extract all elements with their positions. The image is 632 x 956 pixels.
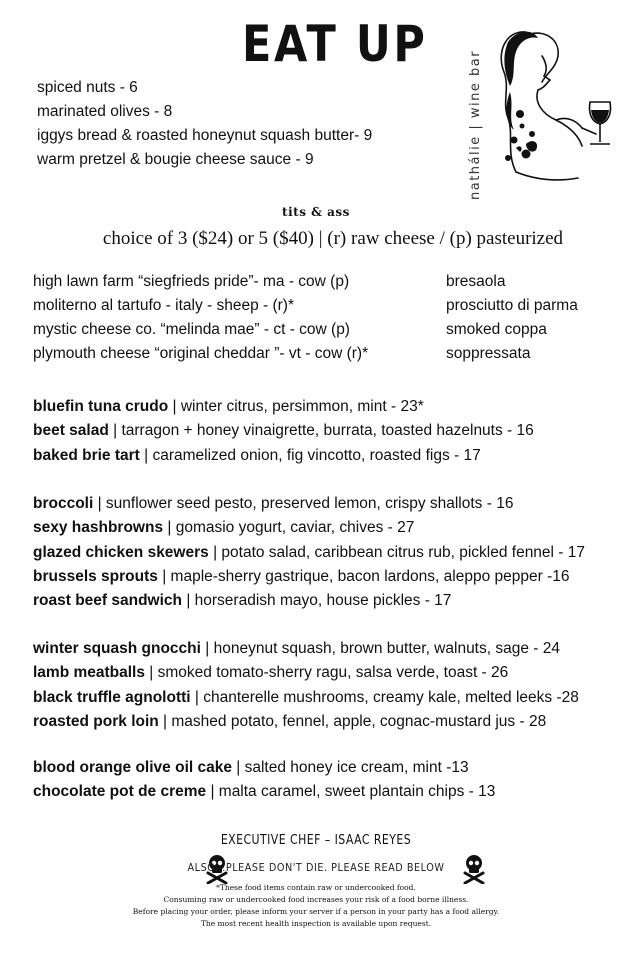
list-item: smoked coppa — [446, 321, 547, 338]
list-item: iggys bread & roasted honeynut squash butter- 9 — [37, 127, 373, 144]
board-subtitle: choice of 3 ($24) or 5 ($40) | (r) raw cheese / (p) pasteurized — [102, 228, 564, 249]
dish-name: lamb meatballs — [33, 664, 145, 682]
dish-name: roast beef sandwich — [33, 592, 183, 610]
list-item: warm pretzel & bougie cheese sauce - 9 — [37, 151, 314, 168]
dish-name: black truffle agnolotti — [33, 688, 191, 706]
menu-item — [33, 516, 585, 540]
skull-crossbones-icon — [462, 854, 486, 884]
woman-with-wine-logo — [486, 22, 616, 197]
dish-desc: | tarragon + honey vinaigrette, burrata, toasted hazelnuts - 16 — [108, 422, 534, 440]
dish-name: baked brie tart — [33, 446, 140, 464]
menu-item — [33, 419, 534, 443]
dish-name: brussels sprouts — [33, 567, 158, 585]
dish-name: glazed chicken skewers — [33, 543, 209, 561]
menu-item — [33, 589, 585, 613]
list-item: soppressata — [446, 345, 531, 362]
chef-credit: EXECUTIVE CHEF – ISAAC REYES — [220, 832, 412, 848]
dish-name: sexy hashbrowns — [33, 519, 164, 537]
dish-name: bluefin tuna crudo — [33, 398, 169, 415]
dish-desc: | winter citrus, persimmon, mint - 23* — [168, 398, 424, 415]
list-item: spiced nuts - 6 — [37, 79, 138, 96]
menu-item — [33, 637, 579, 661]
list-item: mystic cheese co. “melinda mae” - ct - cow (p) — [33, 321, 350, 338]
logo-text: nathálie | wine bar — [468, 49, 483, 200]
dish-name: chocolate pot de creme — [33, 783, 207, 801]
menu-title: EAT UP — [242, 15, 428, 73]
meat-list — [446, 270, 578, 366]
dish-desc: | mashed potato, fennel, apple, cognac-mustard jus - 28 — [158, 712, 547, 730]
list-item: prosciutto di parma — [446, 297, 578, 314]
dish-desc: | horseradish mayo, house pickles - 17 — [182, 592, 452, 610]
menu-item — [33, 661, 579, 685]
dish-desc: | maple-sherry gastrique, bacon lardons, aleppo pepper -16 — [157, 567, 570, 585]
dish-desc: | malta caramel, sweet plantain chips - 13 — [206, 783, 496, 801]
dish-desc: | caramelized onion, fig vincotto, roasted figs - 17 — [139, 446, 481, 464]
dish-desc: | sunflower seed pesto, preserved lemon, crispy shallots - 16 — [93, 495, 514, 512]
dish-desc: | salted honey ice cream, mint -13 — [231, 759, 469, 776]
dish-desc: | smoked tomato-sherry ragu, salsa verde, toast - 26 — [145, 664, 509, 682]
menu-item — [33, 756, 495, 780]
note-line: Before placing your order, please inform your server if a person in your party has a food allergy. — [132, 907, 500, 916]
dish-name: winter squash gnocchi — [33, 640, 201, 657]
note-line: The most recent health inspection is available upon request. — [200, 919, 432, 928]
dish-group-snacks — [33, 492, 585, 613]
list-item: marinated olives - 8 — [37, 103, 173, 120]
starters-list — [37, 76, 372, 172]
menu-item — [33, 541, 585, 565]
note-line: *These food items contain raw or undercooked food. — [216, 883, 416, 892]
dish-group-desserts — [33, 756, 495, 805]
list-item: high lawn farm “siegfrieds pride”- ma - cow (p) — [33, 273, 350, 290]
board-title: tits & ass — [282, 205, 350, 219]
dish-name: beet salad — [33, 422, 109, 440]
menu-item — [33, 492, 585, 516]
list-item: moliterno al tartufo - italy - sheep - (r)* — [33, 297, 295, 314]
cheese-list — [33, 270, 368, 366]
menu-item — [33, 395, 534, 419]
note-line: Consuming raw or undercooked food increases your risk of a food borne illness. — [163, 895, 469, 904]
dish-name: roasted pork loin — [33, 712, 159, 730]
dish-group-mains — [33, 637, 579, 734]
fine-print — [0, 882, 632, 930]
warning-text: ALSO...PLEASE DON'T DIE. PLEASE READ BELOW — [187, 861, 445, 874]
menu-item — [33, 710, 579, 734]
dish-desc: | chanterelle mushrooms, creamy kale, melted leeks -28 — [190, 688, 579, 706]
dish-name: blood orange olive oil cake — [33, 759, 232, 776]
dish-group-small-plates — [33, 395, 534, 468]
dish-desc: | potato salad, caribbean citrus rub, pickled fennel - 17 — [208, 543, 586, 561]
menu-item — [33, 780, 495, 804]
menu-item — [33, 686, 579, 710]
dish-desc: | honeynut squash, brown butter, walnuts, sage - 24 — [200, 640, 560, 657]
list-item: bresaola — [446, 273, 506, 290]
dish-desc: | gomasio yogurt, caviar, chives - 27 — [163, 519, 415, 537]
list-item: plymouth cheese “original cheddar ”- vt - cow (r)* — [33, 345, 369, 362]
menu-item — [33, 565, 585, 589]
dish-name: broccoli — [33, 495, 94, 512]
menu-item — [33, 444, 534, 468]
